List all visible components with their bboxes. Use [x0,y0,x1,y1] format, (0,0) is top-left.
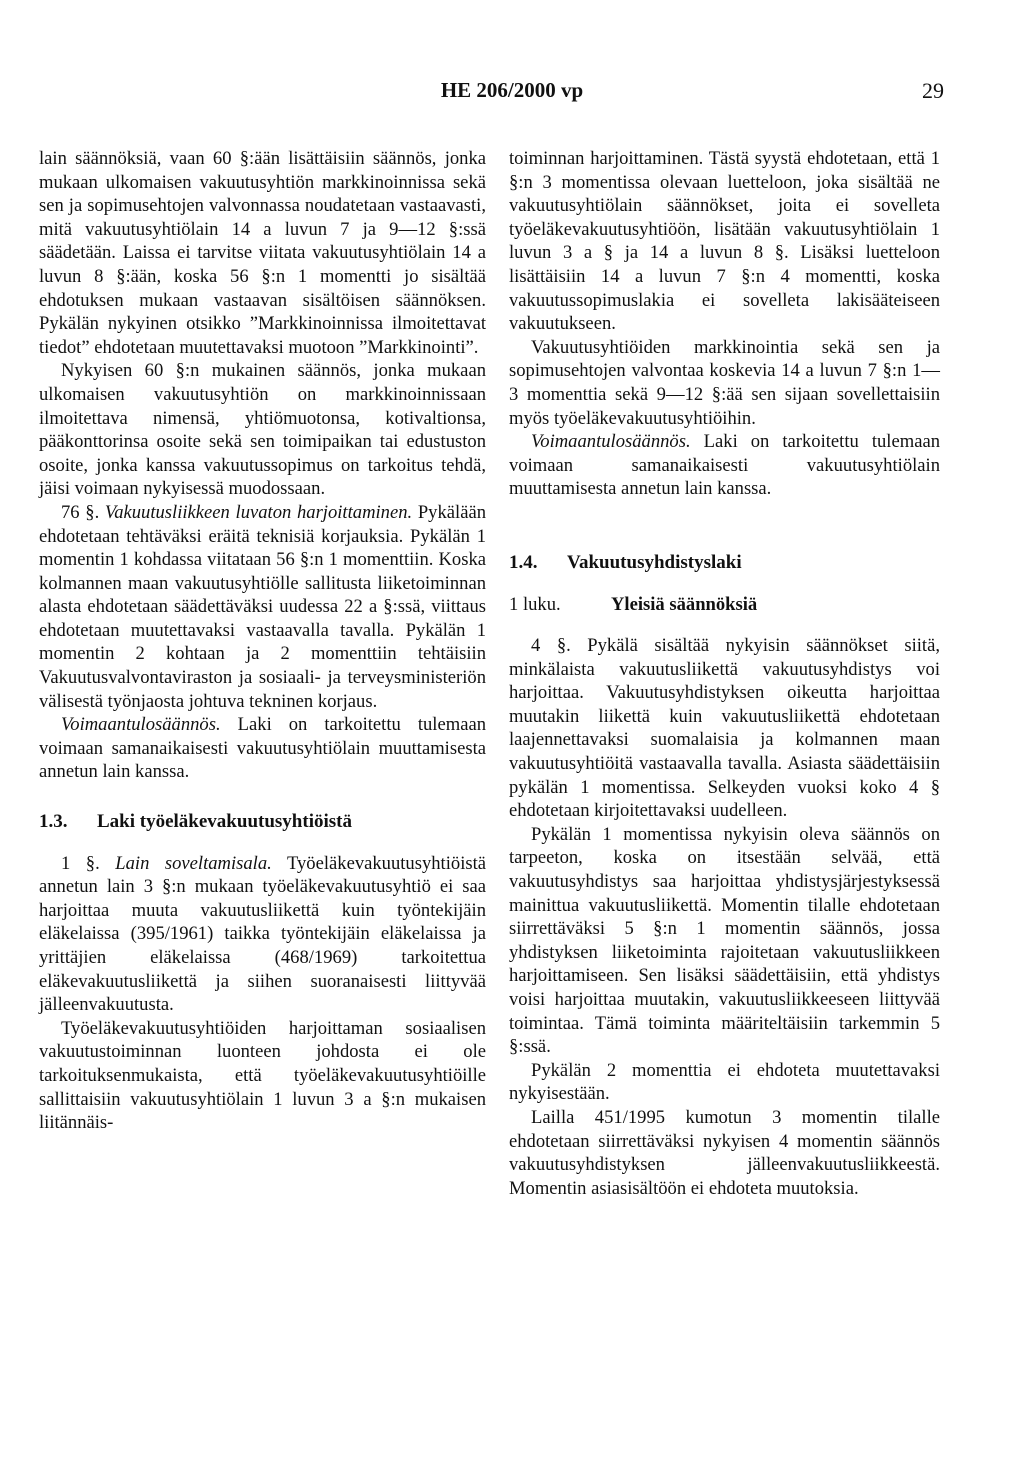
chapter-title: Yleisiä säännöksiä [611,593,758,615]
paragraph: 4 §. Pykälä sisältää nykyisin säännökset siitä, minkälaista vakuutusliikettä vakuutusyhdistys voi harjoittaa. Vakuutusyhdistyksen oikeutta harjoittaa muutakin liikettä kuin vakuutusliikettä ehdotetaan laajennettavaksi suomalaisia ja kolmannen maan vakuutusyhtiöitä vastaavalla tavalla. Asiasta säädettäisiin pykälän 1 momentissa. Selkeyden vuoksi koko 4 § ehdotetaan kirjoitettavaksi uudelleen. [509,635,940,822]
paragraph: lain säännöksiä, vaan 60 §:ään lisättäisiin säännös, jonka mukaan ulkomaisen vakuutusyhtiön markkinoinnissa sekä sen ja sopimusehtojen valvonnassa noudatetaan vastaavasti, mitä vakuutusyhtiölain 14 a luvun 7 ja 9—12 §:ssä säädetään. Laissa ei tarvitse viitata vakuutusyhtiölain 14 a luvun 8 §:ään, koska 56 §:n 1 momentti jo sisältää ehdotuksen mukaan vastaavan sisältöisen säännöksen. Pykälän nykyinen otsikko ”Markkinoinnissa ilmoitettavat tiedot” ehdotetaan muutettavaksi muotoon ”Markkinointi”. [39,148,486,358]
paragraph-text: Laki on tarkoitettu tulemaan voimaan samanaikaisesti vakuutusyhtiölain muuttamisesta annetun lain kanssa. [509,431,940,500]
paragraph [509,430,940,501]
paragraph-text: Laki on tarkoitettu tulemaan voimaan samanaikaisesti vakuutusyhtiölain muuttamisesta annetun lain kanssa. [39,714,486,783]
paragraph: toiminnan harjoittaminen. Tästä syystä ehdotetaan, että 1 §:n 3 momentissa olevaan luetteloon, joka sisältää ne vakuutusyhtiölain säännökset, joita ei sovelleta työeläkevakuutusyhtiöön, lisätään vakuutusyhtiölain 1 luvun 3 a § ja 14 a luvun 8 §. Lisäksi luetteloon lisättäisiin 14 a luvun 7 §:n 4 momentti, koska vakuutussopimuslakia ei sovelleta lakisääteiseen vakuutukseen. [509,148,940,335]
paragraph: Vakuutusyhtiöiden markkinointia sekä sen ja sopimusehtojen valvontaa koskevia 14 a luvun 7 §:n 1—3 momenttia sekä 9—12 §:ää sen sijaan sovellettaisiin myös työeläkevakuutusyhtiöihin. [509,336,940,429]
paragraph [39,713,486,784]
paragraph [39,501,486,713]
left-column [39,147,486,1135]
section-title: Vakuutusyhdistyslaki [567,551,742,573]
paragraph: Pykälän 1 momentissa nykyisin oleva säännös on tarpeeton, koska on itsestään selvää, että vakuutusyhdistys saa harjoittaa yhdistysjärjestyksessä mainittua vakuutusliikettä. Momentin tilalle ehdotetaan siirrettäväksi 5 §:n 1 momentin säännös, jossa yhdistyksen liiketoiminta rajoitetaan vakuutusliikkeen harjoittamiseen. Sen lisäksi säädettäisiin, että yhdistys voisi harjoittaa muutakin, vakuutusliikkeeseen liittyvää toimintaa. Tämä toiminta määriteltäisiin tarkemmin 5 §:ssä. [509,823,940,1058]
section-number: 1.4. [509,551,538,573]
paragraph-title: Vakuutusliikkeen luvaton harjoittaminen. [104,501,413,523]
section-ref: 76 §. [61,501,100,523]
section-heading [509,551,940,575]
paragraph-title: Voimaantulosäännös. [61,714,221,736]
page-number: 29 [922,78,944,103]
right-column [509,147,940,1200]
running-title: HE 206/2000 vp [440,78,584,102]
section-title: Laki työeläkevakuutusyhtiöistä [97,811,352,833]
section-heading [39,810,486,834]
paragraph: Lailla 451/1995 kumotun 3 momentin tilalle ehdotetaan siirrettäväksi nykyisen 4 momentin säännös vakuutusyhdistyksen jälleenvakuutusliikkeestä. Momentin asiasisältöön ei ehdoteta muutoksia. [509,1106,940,1199]
page-header [0,78,1024,108]
paragraph: Pykälän 2 momenttia ei ehdoteta muutettavaksi nykyisestään. [509,1059,940,1105]
paragraph: Nykyisen 60 §:n mukainen säännös, jonka mukaan ulkomaisen vakuutusyhtiön on markkinoinnissaan ilmoitettava nimensä, yhtiömuotonsa, kotivaltionsa, pääkonttorinsa osoite sekä sen toimipaikan tai edustuston osoite, jonka kanssa vakuutussopimus on tarkoitus tehdä, jäisi voimaan nykyisessä muodossaan. [39,360,486,500]
section-ref: 1 §. [61,852,100,874]
paragraph: Työeläkevakuutusyhtiöiden harjoittaman sosiaalisen vakuutustoiminnan luonteen johdosta ei ole tarkoituksenmukaista, että työeläkevakuutusyhtiöille sallittaisiin vakuutusyhtiölain 1 luvun 3 a §:n mukaisen liitännäis- [39,1017,486,1134]
paragraph [39,852,486,1017]
chapter-label: 1 luku. [509,593,561,615]
paragraph-text: Pykälään ehdotetaan tehtäväksi eräitä teknisiä korjauksia. Pykälän 1 momentin 1 kohdassa viitataan 56 §:n 1 momenttiin. Koska kolmannen maan vakuutusyhtiölle sallitusta liiketoiminnan alasta ehdotetaan säädettäväksi uudessa 22 a §:ssä, viittaus ehdotetaan muutettavaksi vastaavalla tavalla. Pykälän 1 momentin 2 kohtaan ja 2 momenttiin tehtäisiin Vakuutusvalvontaviraston ja sosiaali- ja terveysministeriön välisestä työnjaosta johtuva tekninen korjaus. [39,501,486,712]
chapter-heading [509,593,940,617]
paragraph-title: Voimaantulosäännös. [531,431,691,453]
paragraph-title: Lain soveltamisala. [115,852,272,874]
section-number: 1.3. [39,811,68,833]
paragraph-text: Työeläkevakuutusyhtiöistä annetun lain 3 §:n mukaan työeläkevakuutusyhtiö ei saa harjoittaa muuta vakuutusliikettä kuin työntekijäin eläkelaissa (395/1961) taikka työntekijäin eläkelaissa ja yrittäjien eläkelaissa (468/1969) tarkoitettua eläkevakuutusliikettä ja siihen suoranaisesti liittyvää jälleenvakuutusta. [39,852,487,1016]
